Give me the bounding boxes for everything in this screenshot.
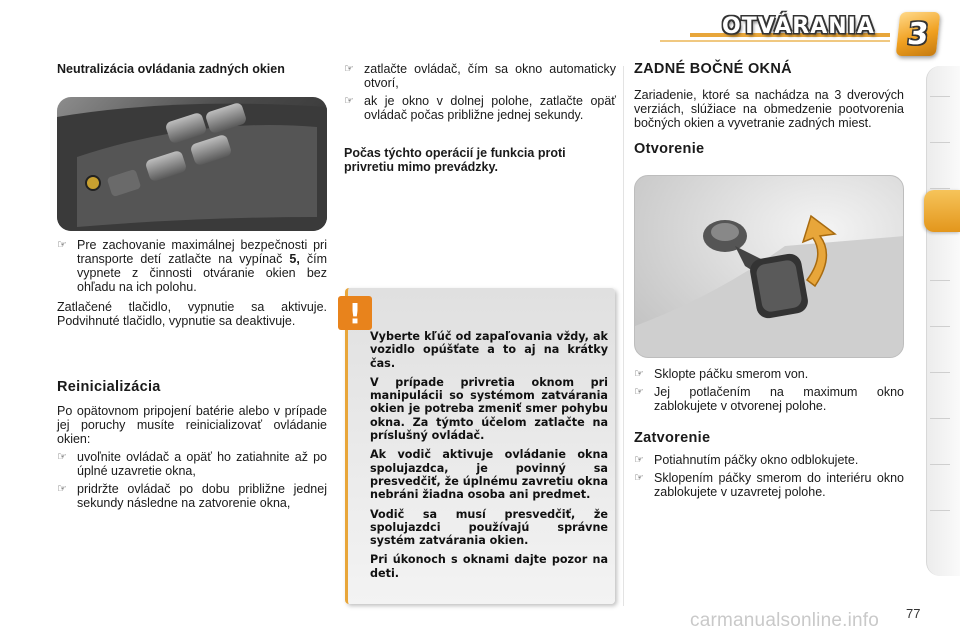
tab-divider (930, 326, 950, 327)
pointing-hand-icon: ☞ (634, 454, 644, 466)
paragraph: Po opätovnom pripojení batérie alebo v prípade jej poruchy musíte reinicializovať ovládanie okien: (57, 404, 327, 446)
tab-divider (930, 96, 950, 97)
pointing-hand-icon: ☞ (57, 239, 67, 251)
warning-text (370, 330, 608, 586)
tab-chapter-3[interactable] (924, 190, 960, 232)
section-title-closing: Zatvorenie (634, 430, 711, 446)
pointing-hand-icon: ☞ (344, 63, 354, 75)
list-item: ☞ Potiahnutím páčky okno odblokujete. (634, 453, 859, 467)
rear-window-latch-photo (634, 175, 904, 358)
pointing-hand-icon: ☞ (634, 386, 644, 398)
chapter-title: OTVÁRANIA (722, 14, 875, 39)
latch-illustration (635, 176, 904, 358)
window-switch-photo (57, 97, 327, 231)
warning-paragraph: Vyberte kľúč od zapaľovania vždy, ak vozidlo opúšťate a to aj na krátky čas. (370, 330, 608, 370)
header-rule-secondary (660, 40, 890, 42)
list-item: ☞ Pre zachovanie maximálnej bezpečnosti pri transporte detí zatlačte na vypínač 5, čím vypnete z činnosti otváranie okien bez ohľadu na ich polohu. (57, 238, 327, 294)
pointing-hand-icon: ☞ (634, 368, 644, 380)
pointing-hand-icon: ☞ (344, 95, 354, 107)
tab-divider (930, 188, 950, 189)
section-heading-neutralization: Neutralizácia ovládania zadných okien (57, 62, 285, 76)
section-title-reinit: Reinicializácia (57, 379, 161, 395)
column-middle (344, 62, 616, 174)
paragraph: Zariadenie, ktoré sa nachádza na 3 dverových verziách, slúžiace na obmedzenie pootvorenia bočných okien a vyvetranie zadných miest. (634, 88, 904, 130)
list-item: ☞ ak je okno v dolnej polohe, zatlačte opäť ovládač počas približne jednej sekundy. (344, 94, 616, 122)
tab-divider (930, 418, 950, 419)
watermark: carmanualsonline.info (690, 610, 880, 631)
pointing-hand-icon: ☞ (634, 472, 644, 484)
list-item: ☞ Jej potlačením na maximum okno zablokujete v otvorenej polohe. (634, 385, 904, 413)
warning-paragraph: Ak vodič aktivuje ovládanie okna spolujazdca, je povinný sa presvedčiť, že úplnému zavretiu okna nebráni žiadna osoba ani predmet. (370, 448, 608, 502)
column-right-body (634, 367, 904, 499)
window-switch-illustration (57, 97, 327, 231)
section-title-rear-windows: ZADNÉ BOČNÉ OKNÁ (634, 61, 792, 77)
tab-divider (930, 280, 950, 281)
paragraph: Zatlačené tlačidlo, vypnutie sa aktivuje. Podvihnuté tlačidlo, vypnutie sa deaktivuje. (57, 300, 327, 328)
list-item: ☞ Sklopte páčku smerom von. (634, 367, 809, 381)
list-item: ☞ zatlačte ovládač, čím sa okno automaticky otvorí, (344, 62, 616, 90)
warning-paragraph: V prípade privretia oknom pri manipulácii so systémom zatvárania okien je potreba zmeniť smer pohybu okna. Za týmto účelom zatlačte na príslušný ovládač. (370, 375, 608, 443)
warning-icon: ! (338, 296, 372, 330)
tab-divider (930, 142, 950, 143)
anti-pinch-note: Počas týchto operácií je funkcia proti privretiu mimo prevádzky. (344, 146, 566, 174)
tab-divider (930, 464, 950, 465)
tab-divider (930, 372, 950, 373)
pointing-hand-icon: ☞ (57, 451, 67, 463)
warning-paragraph: Pri úkonoch s oknami dajte pozor na deti. (370, 553, 608, 580)
column-left-body (57, 238, 327, 510)
warning-paragraph: Vodič sa musí presvedčiť, že spolujazdci používajú správne systém zatvárania okien. (370, 507, 608, 548)
chapter-number: 3 (905, 16, 931, 52)
pointing-hand-icon: ☞ (57, 483, 67, 495)
chapter-number-badge (896, 12, 941, 56)
list-item: ☞ Sklopením páčky smerom do interiéru okno zablokujete v uzavretej polohe. (634, 471, 904, 499)
list-item: ☞ uvoľnite ovládač a opäť ho zatiahnite až po úplné uzavretie okna, (57, 450, 327, 478)
column-right (634, 62, 904, 156)
list-item: ☞ pridržte ovládač po dobu približne jednej sekundy následne na zatvorenie okna, (57, 482, 327, 510)
page-number: 77 (906, 606, 921, 621)
tab-divider (930, 510, 950, 511)
column-divider (623, 66, 624, 606)
section-title-opening: Otvorenie (634, 141, 705, 157)
column-left (57, 62, 327, 76)
